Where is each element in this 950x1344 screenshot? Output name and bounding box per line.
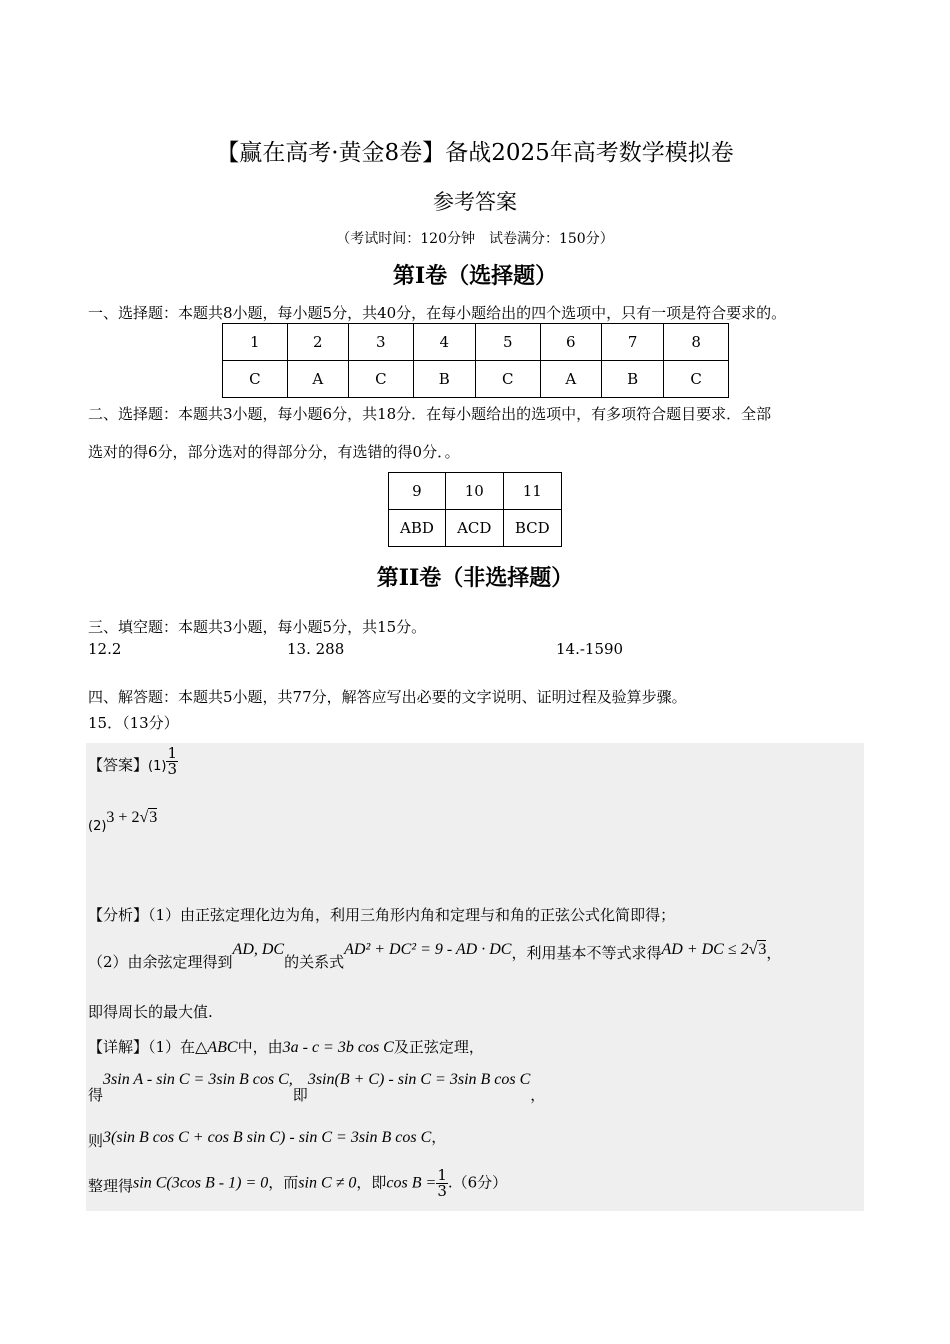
analysis-text-2b: 的关系式	[284, 953, 345, 971]
table-cell: 8	[664, 324, 729, 361]
detail-text-2b: 即	[292, 1086, 308, 1104]
fill-answer-13: 13. 288	[287, 640, 345, 658]
section3-description: 三、填空题：本题共3小题，每小题5分，共15分。	[88, 618, 427, 636]
table-cell: 1	[223, 324, 288, 361]
detail-text-1a: （1）在	[148, 1038, 196, 1056]
table-cell: A	[287, 361, 348, 398]
section4-description: 四、解答题：本题共5小题，共77分，解答应写出必要的文字说明、证明过程及验算步骤。	[88, 688, 687, 706]
detail-text-2c: ，	[530, 1086, 546, 1104]
page-subtitle: 参考答案	[433, 190, 517, 214]
answer-p2-radicand: 3	[149, 809, 158, 826]
table-row	[223, 361, 729, 398]
table-cell: 6	[540, 324, 601, 361]
sqrt-icon: √	[748, 941, 758, 958]
table-cell: B	[601, 361, 663, 398]
table-cell: 4	[413, 324, 475, 361]
table-cell: 3	[349, 324, 414, 361]
sqrt-icon: √	[139, 809, 149, 826]
table-cell: C	[664, 361, 729, 398]
detail-label: 【详解】	[88, 1038, 149, 1056]
table-cell: 11	[503, 473, 561, 510]
page-title: 【赢在高考·黄金8卷】备战2025年高考数学模拟卷	[216, 140, 734, 166]
detail-text-4d: .（6分）	[447, 1173, 508, 1192]
analysis-line2	[88, 938, 782, 971]
answer-part2	[88, 808, 158, 834]
answer-p1-fraction	[166, 746, 178, 777]
detail-text-4a: 整理得	[88, 1176, 134, 1195]
analysis-math-1: AD, DC	[232, 941, 285, 958]
exam-info: （考试时间：120分钟 试卷满分：150分）	[336, 231, 614, 247]
detail-fraction	[436, 1168, 448, 1199]
answer-part1	[88, 746, 178, 777]
detail-math-4: 3sin(B + C) - sin C = 3sin B cos C	[307, 1071, 531, 1088]
fraction-denominator: 3	[167, 760, 177, 778]
analysis-line1	[88, 904, 675, 925]
fraction-numerator: 1	[167, 744, 177, 762]
part2-title: 第II卷（非选择题）	[376, 565, 574, 591]
section1-description: 一、选择题：本题共8小题，每小题5分，共40分，在每小题给出的四个选项中，只有一项是符合要求的。	[88, 304, 787, 322]
table-cell: 2	[287, 324, 348, 361]
answer-table-1	[222, 323, 729, 398]
table-row	[389, 473, 562, 510]
fill-answer-14: 14.-1590	[556, 640, 624, 658]
detail-math-8: cos B =	[386, 1174, 437, 1192]
detail-text-2a: 得	[88, 1086, 104, 1104]
analysis-text-1: （1）由正弦定理化边为角，利用三角形内角和定理与和角的正弦公式化简即得；	[148, 906, 676, 924]
question-15-header: 15．（13分）	[88, 714, 179, 732]
analysis-math-3: AD + DC ≤ 2	[661, 941, 749, 958]
detail-text-1b: 中，由	[237, 1038, 283, 1056]
detail-text-4b: ，而	[268, 1173, 299, 1192]
detail-math-7: sin C ≠ 0	[298, 1174, 357, 1192]
detail-text-3b: ，	[431, 1128, 447, 1146]
detail-text-3a: 则	[88, 1132, 104, 1150]
answer-table-2	[388, 472, 562, 547]
answer-p1-prefix: (1)	[148, 759, 167, 774]
detail-math-2: 3a - c = 3b cos C	[282, 1039, 394, 1056]
answer-p2-expr: 3 + 2	[106, 809, 140, 826]
table-cell: A	[540, 361, 601, 398]
answer-p2-prefix: (2)	[88, 819, 107, 834]
analysis-math-2: AD² + DC² = 9 - AD · DC	[344, 941, 512, 958]
detail-text-1c: 及正弦定理，	[393, 1038, 484, 1056]
detail-line4	[88, 1168, 507, 1199]
detail-math-6: sin C(3cos B - 1) = 0	[133, 1174, 269, 1192]
table-cell: ACD	[445, 510, 503, 547]
fill-answer-12: 12.2	[88, 640, 122, 658]
detail-math-3: 3sin A - sin C = 3sin B cos C,	[103, 1071, 293, 1088]
detail-text-4c: ，即	[356, 1173, 387, 1192]
analysis-math-3-radicand: 3	[758, 941, 767, 958]
answer-label: 【答案】	[88, 756, 149, 774]
table-cell: BCD	[503, 510, 561, 547]
table-cell: 9	[389, 473, 446, 510]
table-cell: C	[349, 361, 414, 398]
table-cell: 10	[445, 473, 503, 510]
table-cell: C	[223, 361, 288, 398]
fraction-numerator: 1	[437, 1166, 447, 1184]
table-cell: 7	[601, 324, 663, 361]
table-cell: 5	[475, 324, 540, 361]
detail-line2	[88, 1068, 545, 1104]
table-cell: B	[413, 361, 475, 398]
table-row	[223, 324, 729, 361]
part1-title: 第I卷（选择题）	[392, 263, 558, 289]
analysis-label: 【分析】	[88, 906, 149, 924]
detail-math-5: 3(sin B cos C + cos B sin C) - sin C = 3sin B cos C	[103, 1129, 432, 1146]
analysis-text-2a: （2）由余弦定理得到	[88, 953, 233, 971]
section2-description-line1: 二、选择题：本题共3小题，每小题6分，共18分．在每小题给出的选项中，有多项符合题目要求．全部	[88, 405, 772, 423]
detail-math-1: △ABC	[195, 1039, 238, 1056]
analysis-text-2d: ，	[766, 944, 782, 962]
fraction-denominator: 3	[437, 1182, 447, 1200]
table-cell: C	[475, 361, 540, 398]
table-row	[389, 510, 562, 547]
detail-line3	[88, 1126, 447, 1150]
table-cell: ABD	[389, 510, 446, 547]
section2-description-line2: 选对的得6分，部分选对的得部分分，有选错的得0分．。	[88, 443, 460, 461]
analysis-line3: 即得周长的最大值.	[88, 1003, 213, 1021]
detail-line1	[88, 1036, 484, 1057]
analysis-text-2c: ，利用基本不等式求得	[511, 944, 662, 962]
